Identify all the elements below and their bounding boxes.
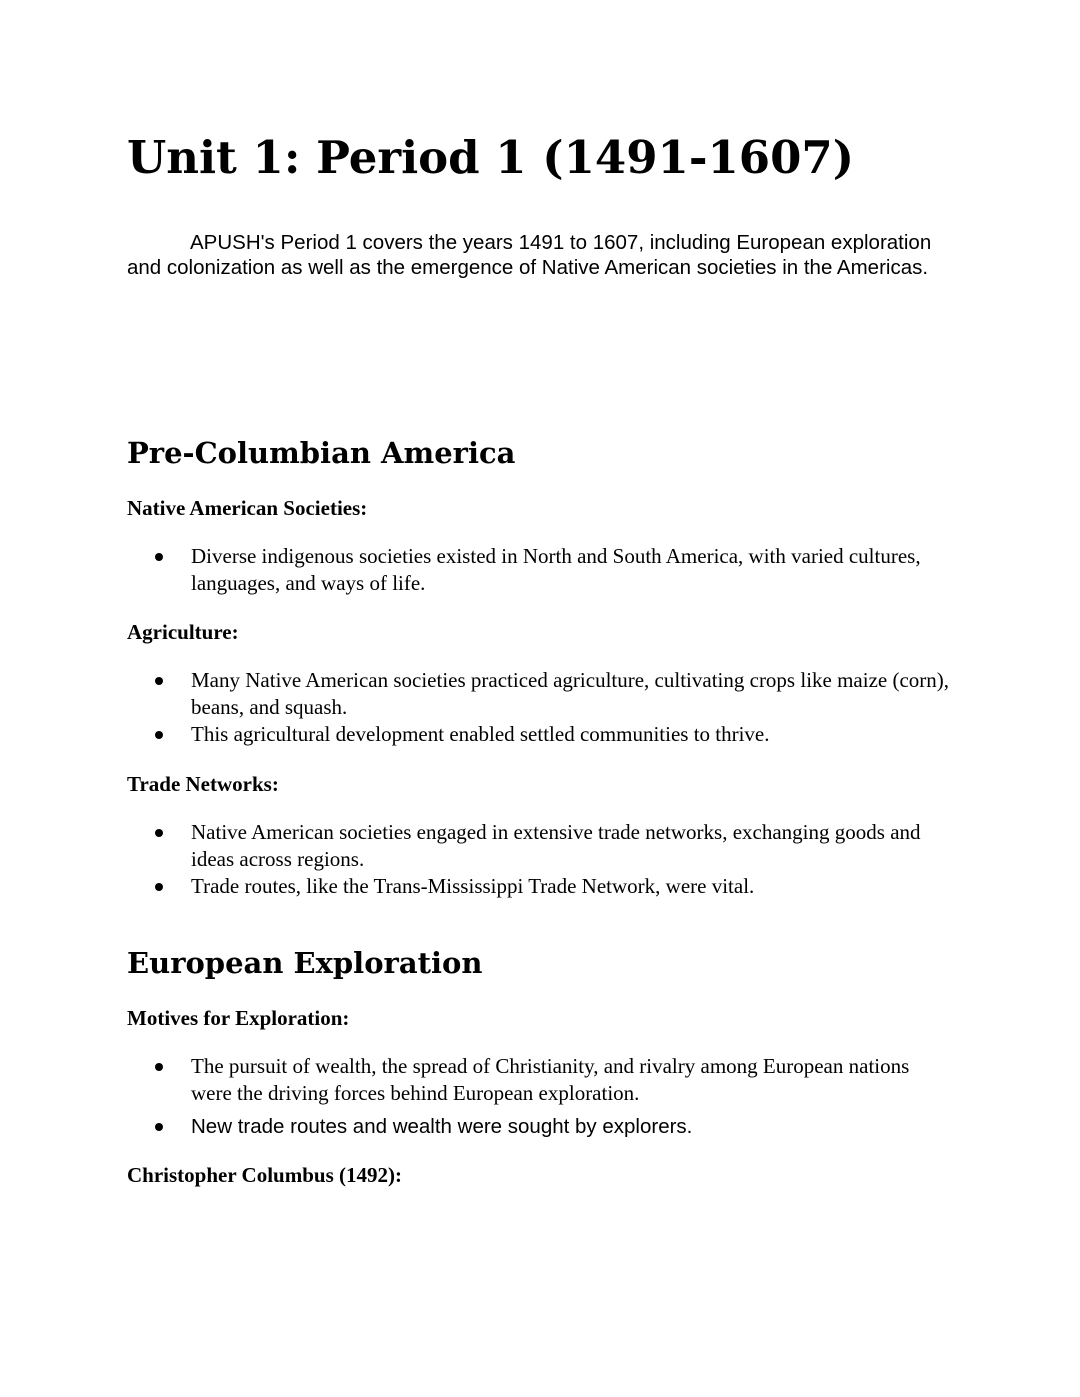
bullet-icon xyxy=(155,883,163,891)
list-item-text: Diverse indigenous societies existed in North and South America, with varied cultures, languages, and ways of life. xyxy=(191,544,921,595)
intro-paragraph: APUSH's Period 1 covers the years 1491 to 1607, including European exploration and colonization as well as the emergence of Native American societies in the Americas. xyxy=(127,231,932,279)
list-item-text: New trade routes and wealth were sought by explorers. xyxy=(191,1115,693,1138)
list-item-text: Native American societies engaged in extensive trade networks, exchanging goods and ideas across regions. xyxy=(191,820,921,871)
subheading-motives-for-exploration: Motives for Exploration: xyxy=(127,1006,350,1030)
list-item xyxy=(155,667,955,721)
subheading-christopher-columbus: Christopher Columbus (1492): xyxy=(127,1163,402,1187)
list-item-text: This agricultural development enabled settled communities to thrive. xyxy=(191,722,770,746)
bullet-icon xyxy=(155,553,163,561)
list-item xyxy=(155,1113,955,1140)
subheading-trade-networks: Trade Networks: xyxy=(127,772,279,796)
list-item-text: The pursuit of wealth, the spread of Christianity, and rivalry among European nations were the driving forces behind European exploration. xyxy=(191,1054,910,1105)
list-item-text: Trade routes, like the Trans-Mississippi Trade Network, were vital. xyxy=(191,874,755,898)
list-item xyxy=(155,1053,955,1107)
subheading-native-american-societies: Native American Societies: xyxy=(127,496,368,520)
bullet-list-native-american-societies xyxy=(155,543,955,597)
page-title: Unit 1: Period 1 (1491-1607) xyxy=(127,131,855,184)
list-item xyxy=(155,721,955,748)
bullet-icon xyxy=(155,677,163,685)
section-heading-pre-columbian-america: Pre-Columbian America xyxy=(127,436,516,470)
bullet-list-motives-for-exploration xyxy=(155,1053,955,1140)
list-item-text: Many Native American societies practiced agriculture, cultivating crops like maize (corn), beans, and squash. xyxy=(191,668,950,719)
bullet-icon xyxy=(155,731,163,739)
bullet-list-agriculture xyxy=(155,667,955,748)
bullet-icon xyxy=(155,829,163,837)
list-item xyxy=(155,873,955,900)
list-item xyxy=(155,543,955,597)
list-item xyxy=(155,819,955,873)
bullet-list-trade-networks xyxy=(155,819,955,900)
subheading-agriculture: Agriculture: xyxy=(127,620,239,644)
bullet-icon xyxy=(155,1063,163,1071)
bullet-icon xyxy=(155,1123,163,1131)
section-heading-european-exploration: European Exploration xyxy=(127,946,483,980)
